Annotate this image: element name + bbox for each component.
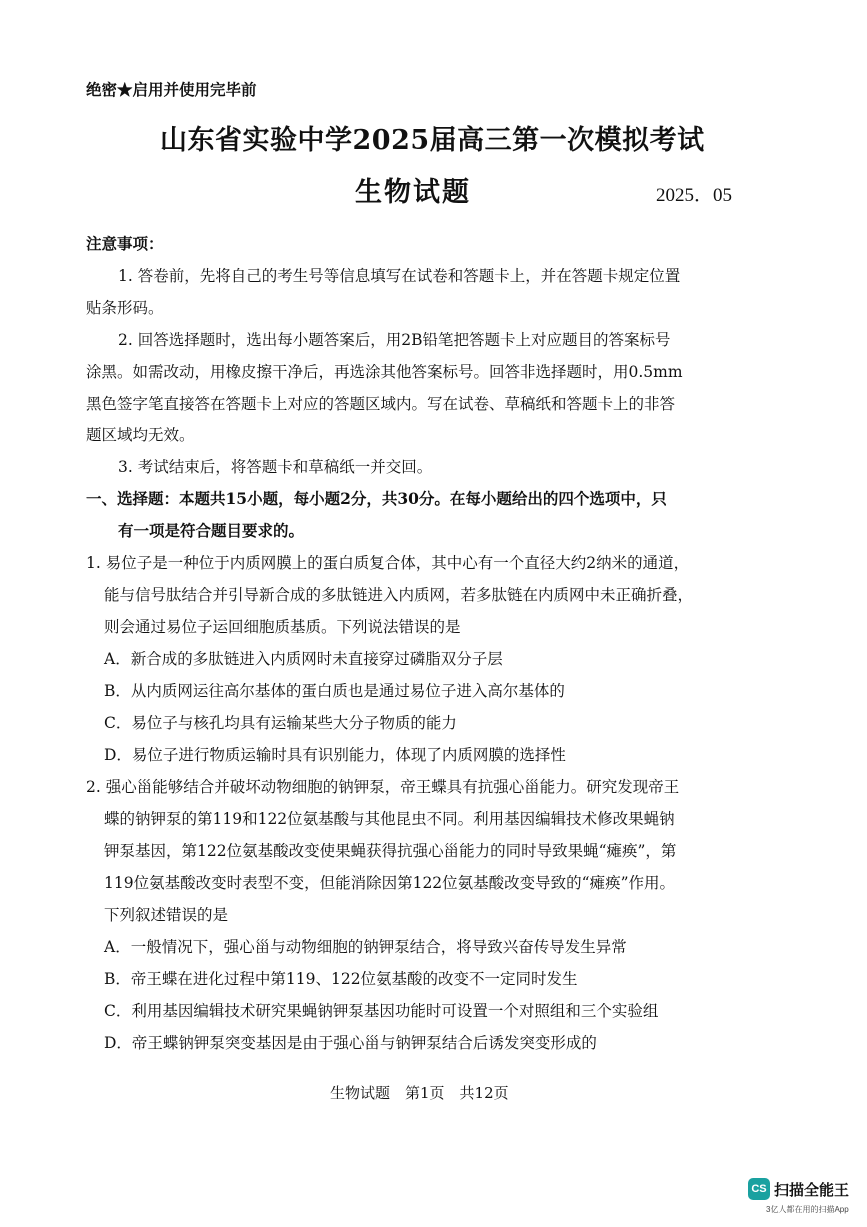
question-2-stem-line-1: 2. 强心甾能够结合并破坏动物细胞的钠钾泵，帝王蝶具有抗强心甾能力。研究发现帝王 — [86, 778, 680, 796]
notice-item-3: 3. 考试结束后，将答题卡和草稿纸一并交回。 — [118, 458, 433, 476]
notice-item-2-line-1: 2. 回答选择题时，选出每小题答案后，用2B铅笔把答题卡上对应题目的答案标号 — [118, 331, 671, 349]
subject-title: 生物试题 — [355, 177, 471, 208]
notice-item-2-line-3: 黑色签字笔直接答在答题卡上对应的答题区域内。写在试卷、草稿纸和答题卡上的非答 — [86, 395, 676, 413]
notice-item-1-line-2: 贴条形码。 — [86, 299, 164, 317]
scanner-watermark — [748, 1178, 849, 1200]
question-1-stem-line-3: 则会通过易位子运回细胞质基质。下列说法错误的是 — [104, 618, 461, 636]
question-2-stem-line-5: 下列叙述错误的是 — [104, 906, 229, 924]
question-1-stem-line-2: 能与信号肽结合并引导新合成的多肽链进入内质网，若多肽链在内质网中未正确折叠， — [104, 586, 694, 604]
question-1-option-a: A．新合成的多肽链进入内质网时未直接穿过磷脂双分子层 — [104, 650, 503, 668]
question-2-option-c: C．利用基因编辑技术研究果蝇钠钾泵基因功能时可设置一个对照组和三个实验组 — [104, 1002, 659, 1020]
notice-item-2-line-4: 题区域均无效。 — [86, 426, 195, 444]
question-1-option-b: B．从内质网运往高尔基体的蛋白质也是通过易位子进入高尔基体的 — [104, 682, 565, 700]
page-footer: 生物试题 第1页 共12页 — [330, 1084, 509, 1102]
scanner-tagline: 3亿人都在用的扫描App — [766, 1205, 849, 1214]
question-2-stem-line-2: 蝶的钠钾泵的第119和122位氨基酸与其他昆虫不同。利用基因编辑技术修改果蝇钠 — [104, 810, 675, 828]
scanner-app-name: 扫描全能王 — [774, 1181, 850, 1199]
question-2-option-b: B．帝王蝶在进化过程中第119、122位氨基酸的改变不一定同时发生 — [104, 970, 578, 988]
question-2-stem-line-3: 钾泵基因，第122位氨基酸改变使果蝇获得抗强心甾能力的同时导致果蝇“瘫痪”，第 — [104, 842, 677, 860]
question-2-option-d: D．帝王蝶钠钾泵突变基因是由于强心甾与钠钾泵结合后诱发突变形成的 — [104, 1034, 597, 1052]
section-1-heading: 一、选择题：本题共15小题，每小题2分，共30分。在每小题给出的四个选项中，只 — [86, 489, 667, 508]
exam-title: 山东省实验中学2025届高三第一次模拟考试 — [160, 125, 705, 156]
notice-item-1-line-1: 1. 答卷前，先将自己的考生号等信息填写在试卷和答题卡上，并在答题卡规定位置 — [118, 267, 681, 285]
question-1-stem-line-1: 1. 易位子是一种位于内质网膜上的蛋白质复合体，其中心有一个直径大约2纳米的通道， — [86, 554, 690, 572]
question-2-option-a: A．一般情况下，强心甾与动物细胞的钠钾泵结合，将导致兴奋传导发生异常 — [104, 938, 627, 956]
question-1-option-d: D．易位子进行物质运输时具有识别能力，体现了内质网膜的选择性 — [104, 746, 566, 764]
scanner-logo-icon: CS — [748, 1178, 770, 1200]
notice-item-2-line-2: 涂黑。如需改动，用橡皮擦干净后，再选涂其他答案标号。回答非选择题时，用0.5mm — [86, 363, 683, 381]
question-1-option-c: C．易位子与核孔均具有运输某些大分子物质的能力 — [104, 714, 457, 732]
question-2-stem-line-4: 119位氨基酸改变时表型不变，但能消除因第122位氨基酸改变导致的“瘫痪”作用。 — [104, 874, 676, 892]
section-1-heading-cont: 有一项是符合题目要求的。 — [118, 521, 305, 540]
confidential-label: 绝密★启用并使用完毕前 — [86, 80, 257, 99]
exam-date: 2025．05 — [656, 185, 733, 206]
notice-heading: 注意事项： — [86, 234, 164, 253]
